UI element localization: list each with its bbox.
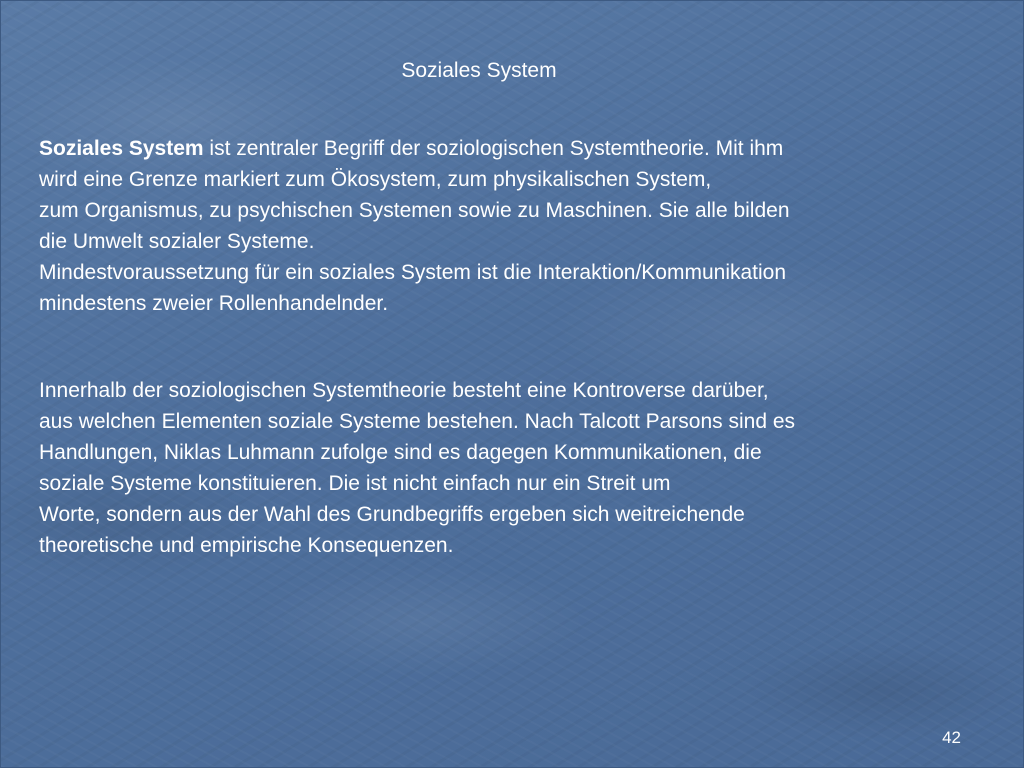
paragraph-line: zum Organismus, zu psychischen Systemen sowie zu Maschinen. Sie alle bilden (39, 199, 790, 222)
paragraph-line: Handlungen, Niklas Luhmann zufolge sind es dagegen Kommunikationen, die (39, 441, 762, 464)
paragraph-line: mindestens zweier Rollenhandelnder. (39, 292, 389, 315)
key-term: Soziales System (39, 137, 204, 160)
paragraph-line (39, 133, 974, 164)
page-number: 42 (942, 728, 961, 747)
paragraph-line: Mindestvoraussetzung für ein soziales System ist die Interaktion/Kommunikation (39, 261, 787, 284)
slide-title: Soziales System (401, 59, 557, 82)
paragraph-line: die Umwelt sozialer Systeme. (39, 230, 315, 253)
paragraph-line: wird eine Grenze markiert zum Ökosystem, zum physikalischen System, (39, 168, 712, 191)
paragraph-controversy (39, 375, 974, 561)
paragraph-line-text: ist zentraler Begriff der soziologischen Systemtheorie. Mit ihm (203, 137, 784, 160)
paragraph-line: Worte, sondern aus der Wahl des Grundbegriffs ergeben sich weitreichende (39, 503, 745, 526)
paragraph-definition (39, 133, 974, 319)
paragraph-line: Innerhalb der soziologischen Systemtheorie besteht eine Kontroverse darüber, (39, 379, 769, 402)
paragraph-line: soziale Systeme konstituieren. Die ist nicht einfach nur ein Streit um (39, 472, 671, 495)
paragraph-line: aus welchen Elementen soziale Systeme bestehen. Nach Talcott Parsons sind es (39, 410, 796, 433)
paragraph-line: theoretische und empirische Konsequenzen. (39, 534, 454, 557)
